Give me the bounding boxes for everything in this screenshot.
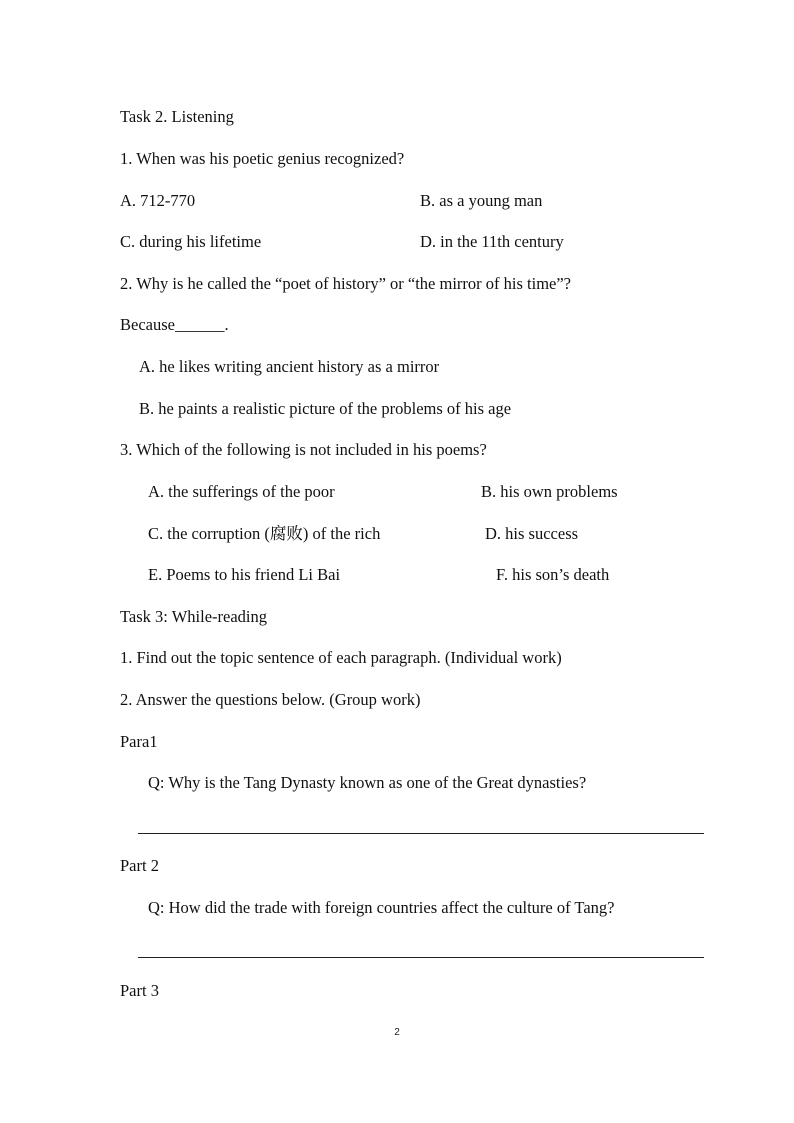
task3-instruction-2: 2. Answer the questions below. (Group work): [120, 690, 421, 709]
task3-instruction-1: 1. Find out the topic sentence of each paragraph. (Individual work): [120, 648, 562, 667]
part2-label: Part 2: [120, 856, 159, 875]
para1-answer-line[interactable]: [138, 833, 704, 834]
q3-question: 3. Which of the following is not included in his poems?: [120, 440, 487, 459]
q1-option-a: A. 712-770: [120, 191, 196, 210]
task3-heading: Task 3: While-reading: [120, 607, 267, 626]
q2-option-b: B. he paints a realistic picture of the problems of his age: [139, 399, 512, 418]
q3-option-b: B. his own problems: [481, 482, 618, 501]
task2-heading: Task 2. Listening: [120, 107, 234, 126]
q2-stem: Because______.: [120, 315, 229, 334]
para1-label: Para1: [120, 732, 158, 751]
q3-option-c: C. the corruption (腐败) of the rich: [148, 524, 381, 543]
part3-label: Part 3: [120, 981, 159, 1000]
q1-option-b: B. as a young man: [420, 191, 543, 210]
q3-option-f: F. his son’s death: [496, 565, 610, 584]
q1-question: 1. When was his poetic genius recognized?: [120, 149, 405, 168]
q1-option-d: D. in the 11th century: [420, 232, 564, 251]
page-number: 2: [394, 1027, 400, 1038]
q1-option-c: C. during his lifetime: [120, 232, 262, 251]
q3-option-a: A. the sufferings of the poor: [148, 482, 335, 501]
para1-question: Q: Why is the Tang Dynasty known as one of the Great dynasties?: [148, 773, 587, 792]
q2-option-a: A. he likes writing ancient history as a mirror: [139, 357, 440, 376]
part2-question: Q: How did the trade with foreign countries affect the culture of Tang?: [148, 898, 615, 917]
q3-option-d: D. his success: [485, 524, 579, 543]
part2-answer-line[interactable]: [138, 957, 704, 958]
q3-option-e: E. Poems to his friend Li Bai: [148, 565, 341, 584]
q2-question: 2. Why is he called the “poet of history” or “the mirror of his time”?: [120, 274, 572, 293]
